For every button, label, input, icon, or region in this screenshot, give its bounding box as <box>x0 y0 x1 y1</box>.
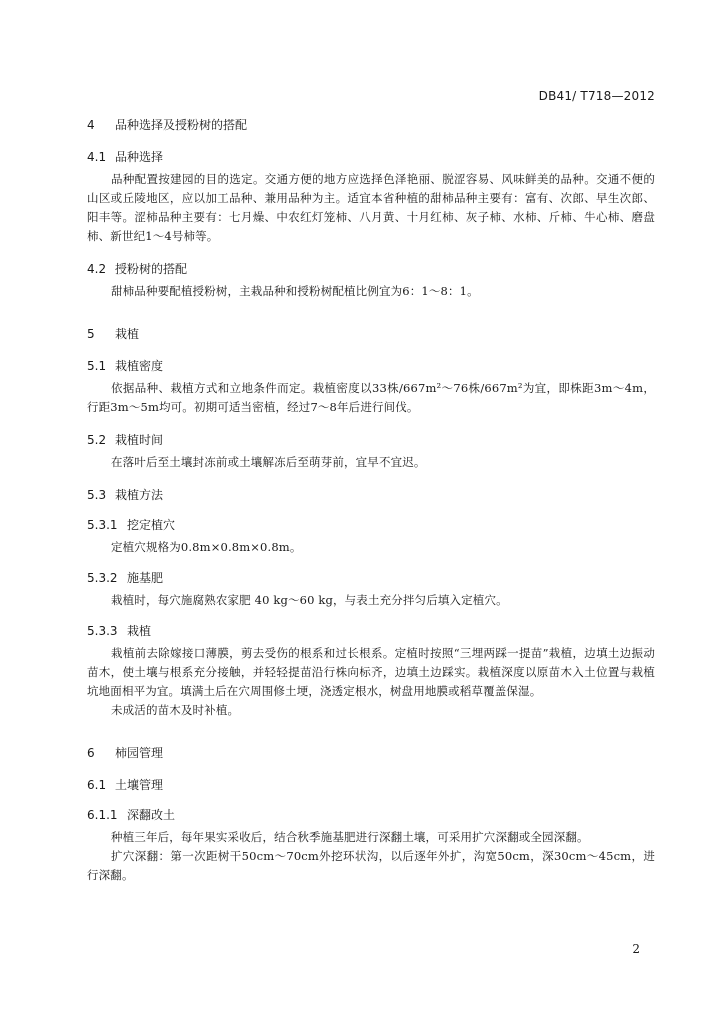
section-title: 栽植 <box>115 327 140 341</box>
section-number: 6.1 <box>87 778 107 792</box>
section-title: 栽植方法 <box>115 488 164 502</box>
section-heading <box>87 325 655 343</box>
section-title: 品种选择及授粉树的搭配 <box>115 118 248 132</box>
section-title: 授粉树的搭配 <box>115 262 188 276</box>
subsection-heading <box>87 260 655 278</box>
section-title: 栽植 <box>127 624 152 638</box>
section-title: 挖定植穴 <box>127 518 176 532</box>
subsection-heading <box>87 357 655 375</box>
paragraph: 品种配置按建园的目的选定。交通方便的地方应选择色泽艳丽、脱涩容易、风味鲜美的品种。交通不便的山区或丘陵地区，应以加工品种、兼用品种为主。适宜本省种植的甜柿品种主要有：富有、次郎、早生次郎、阳丰等。涩柿品种主要有：七月燥、中农红灯笼柿、八月黄、十月红柿、灰子柿、水柿、斤柿、牛心柿、磨盘柿、新世纪1～4号柿等。 <box>87 172 655 243</box>
paragraph: 在落叶后至土壤封冻前或土壤解冻后至萌芽前，宜早不宜迟。 <box>111 455 426 469</box>
document-body <box>87 116 655 885</box>
section-number: 5.2 <box>87 433 107 447</box>
paragraph: 种植三年后，每年果实采收后，结合秋季施基肥进行深翻土壤，可采用扩穴深翻或全园深翻。 <box>111 830 589 844</box>
section-number: 4.1 <box>87 150 107 164</box>
section-number: 5.3 <box>87 488 107 502</box>
subsubsection-heading <box>87 806 655 824</box>
paragraph: 未成活的苗木及时补植。 <box>111 703 240 717</box>
subsection-heading <box>87 431 655 449</box>
paragraph: 栽植时，每穴施腐熟农家肥 40 kg～60 kg，与表土充分拌匀后填入定植穴。 <box>111 593 508 607</box>
document-code: DB41/ T718—2012 <box>538 89 655 103</box>
section-title: 施基肥 <box>127 571 164 585</box>
subsubsection-heading <box>87 569 655 587</box>
section-number: 5.3.1 <box>87 518 118 532</box>
subsection-heading <box>87 486 655 504</box>
paragraph: 定植穴规格为0.8m×0.8m×0.8m。 <box>111 540 302 554</box>
section-number: 6.1.1 <box>87 808 118 822</box>
paragraph: 扩穴深翻：第一次距树干50cm～70cm外挖环状沟，以后逐年外扩，沟宽50cm，深30cm～45cm，进行深翻。 <box>87 849 655 882</box>
section-title: 品种选择 <box>115 150 164 164</box>
section-number: 5.1 <box>87 359 107 373</box>
paragraph: 甜柿品种要配植授粉树，主栽品种和授粉树配植比例宜为6：1～8：1。 <box>111 284 479 298</box>
section-title: 栽植时间 <box>115 433 164 447</box>
section-number: 5 <box>87 327 95 341</box>
section-number: 4.2 <box>87 262 107 276</box>
paragraph: 依据品种、栽植方式和立地条件而定。栽植密度以33株/667m²～76株/667m²为宜，即株距3m～4m，行距3m～5m均可。初期可适当密植，经过7～8年后进行间伐。 <box>87 381 655 414</box>
section-number: 4 <box>87 118 95 132</box>
subsection-heading <box>87 148 655 166</box>
section-heading <box>87 744 655 762</box>
section-title: 土壤管理 <box>115 778 164 792</box>
section-number: 5.3.3 <box>87 624 118 638</box>
subsection-heading <box>87 776 655 794</box>
paragraph: 栽植前去除嫁接口薄膜，剪去受伤的根系和过长根系。定植时按照“三埋两踩一提苗”栽植，边填土边振动苗木，使土壤与根系充分接触，并轻轻提苗沿行株向标齐，边填土边踩实。栽植深度以原苗木入土位置与栽植坑地面相平为宜。填满土后在穴周围修土埂，浇透定根水，树盘用地膜或稻草覆盖保湿。 <box>87 646 655 698</box>
section-title: 深翻改土 <box>127 808 176 822</box>
subsubsection-heading <box>87 516 655 534</box>
section-number: 5.3.2 <box>87 571 118 585</box>
section-heading <box>87 116 655 134</box>
subsubsection-heading <box>87 622 655 640</box>
section-title: 栽植密度 <box>115 359 164 373</box>
section-number: 6 <box>87 746 95 760</box>
section-title: 柿园管理 <box>115 746 164 760</box>
page-number: 2 <box>632 942 640 956</box>
